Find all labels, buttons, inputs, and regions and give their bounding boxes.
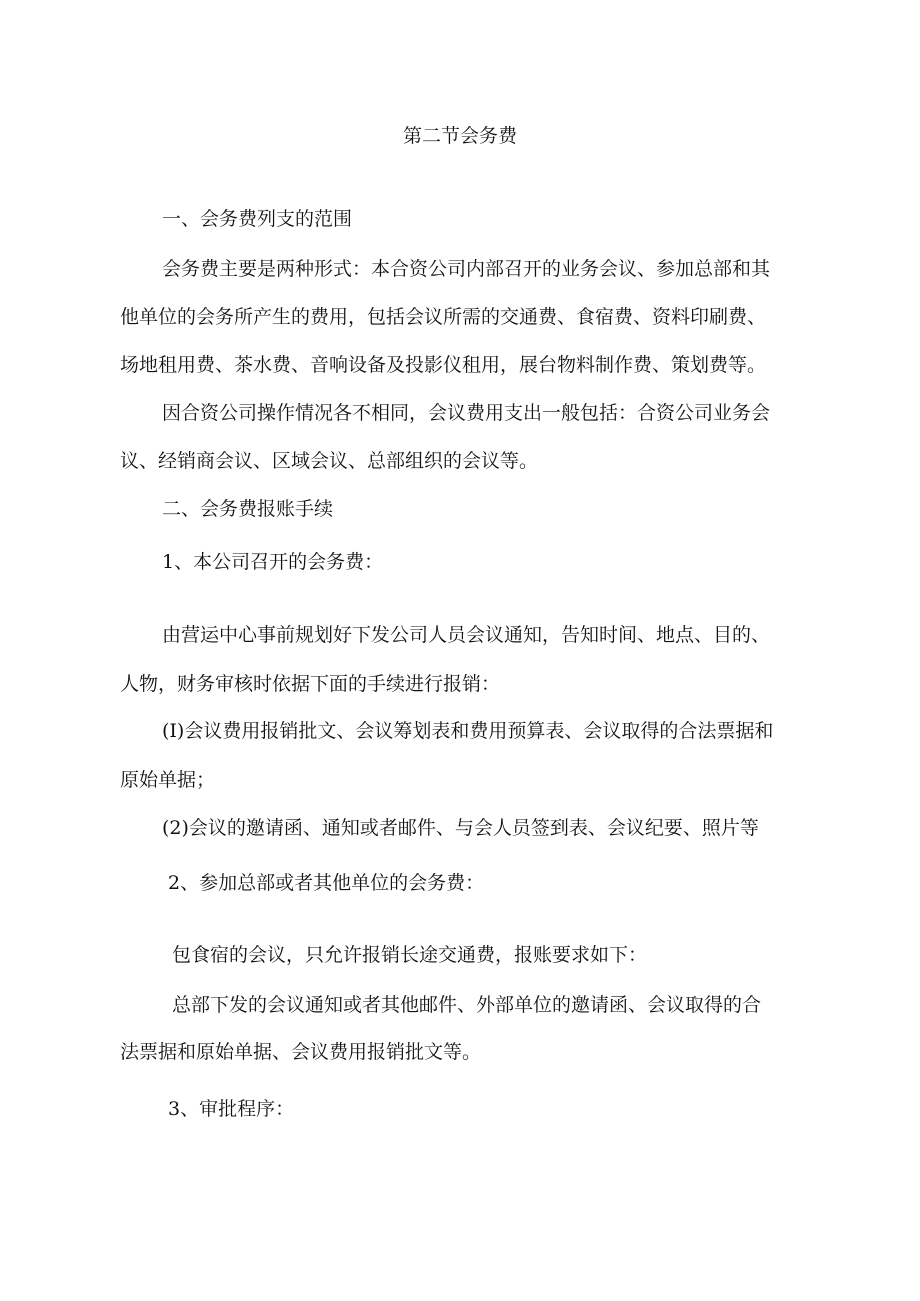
paragraph-line: 法票据和原始单据、会议费用报销批文等。 — [120, 1041, 482, 1063]
sub-item-line: (2)会议的邀请函、通知或者邮件、与会人员签到表、会议纪要、照片等 — [162, 817, 759, 839]
page-title: 第二节会务费 — [402, 125, 517, 147]
paragraph-line: 由营运中心事前规划好下发公司人员会议通知，告知时间、地点、目的、 — [162, 624, 771, 646]
paragraph-line: 他单位的会务所产生的费用，包括会议所需的交通费、食宿费、资料印刷费、 — [120, 306, 767, 328]
item-heading-3: 3、审批程序： — [168, 1098, 295, 1120]
paragraph-line: 人物，财务审核时依据下面的手续进行报销： — [120, 673, 501, 695]
paragraph-line: 因合资公司操作情况各不相同，会议费用支出一般包括：合资公司业务会 — [162, 402, 771, 424]
section-heading-2: 二、会务费报账手续 — [162, 498, 334, 520]
paragraph-line: 会务费主要是两种形式：本合资公司内部召开的业务会议、参加总部和其 — [162, 258, 771, 280]
paragraph-line: 包食宿的会议，只允许报销长途交通费，报账要求如下： — [172, 944, 648, 966]
section-heading-1: 一、会务费列支的范围 — [162, 208, 353, 230]
sub-item-line: (I)会议费用报销批文、会议筹划表和费用预算表、会议取得的合法票据和 — [162, 720, 774, 742]
paragraph-line: 议、经销商会议、区域会议、总部组织的会议等。 — [120, 450, 539, 472]
paragraph-line: 总部下发的会议通知或者其他邮件、外部单位的邀请函、会议取得的合 — [172, 994, 762, 1016]
sub-item-line: 原始单据； — [120, 769, 216, 791]
item-heading-1: 1、本公司召开的会务费： — [162, 551, 384, 573]
paragraph-line: 场地租用费、茶水费、音响设备及投影仪租用，展台物料制作费、策划费等。 — [120, 354, 767, 376]
item-heading-2: 2、参加总部或者其他单位的会务费： — [168, 872, 485, 894]
